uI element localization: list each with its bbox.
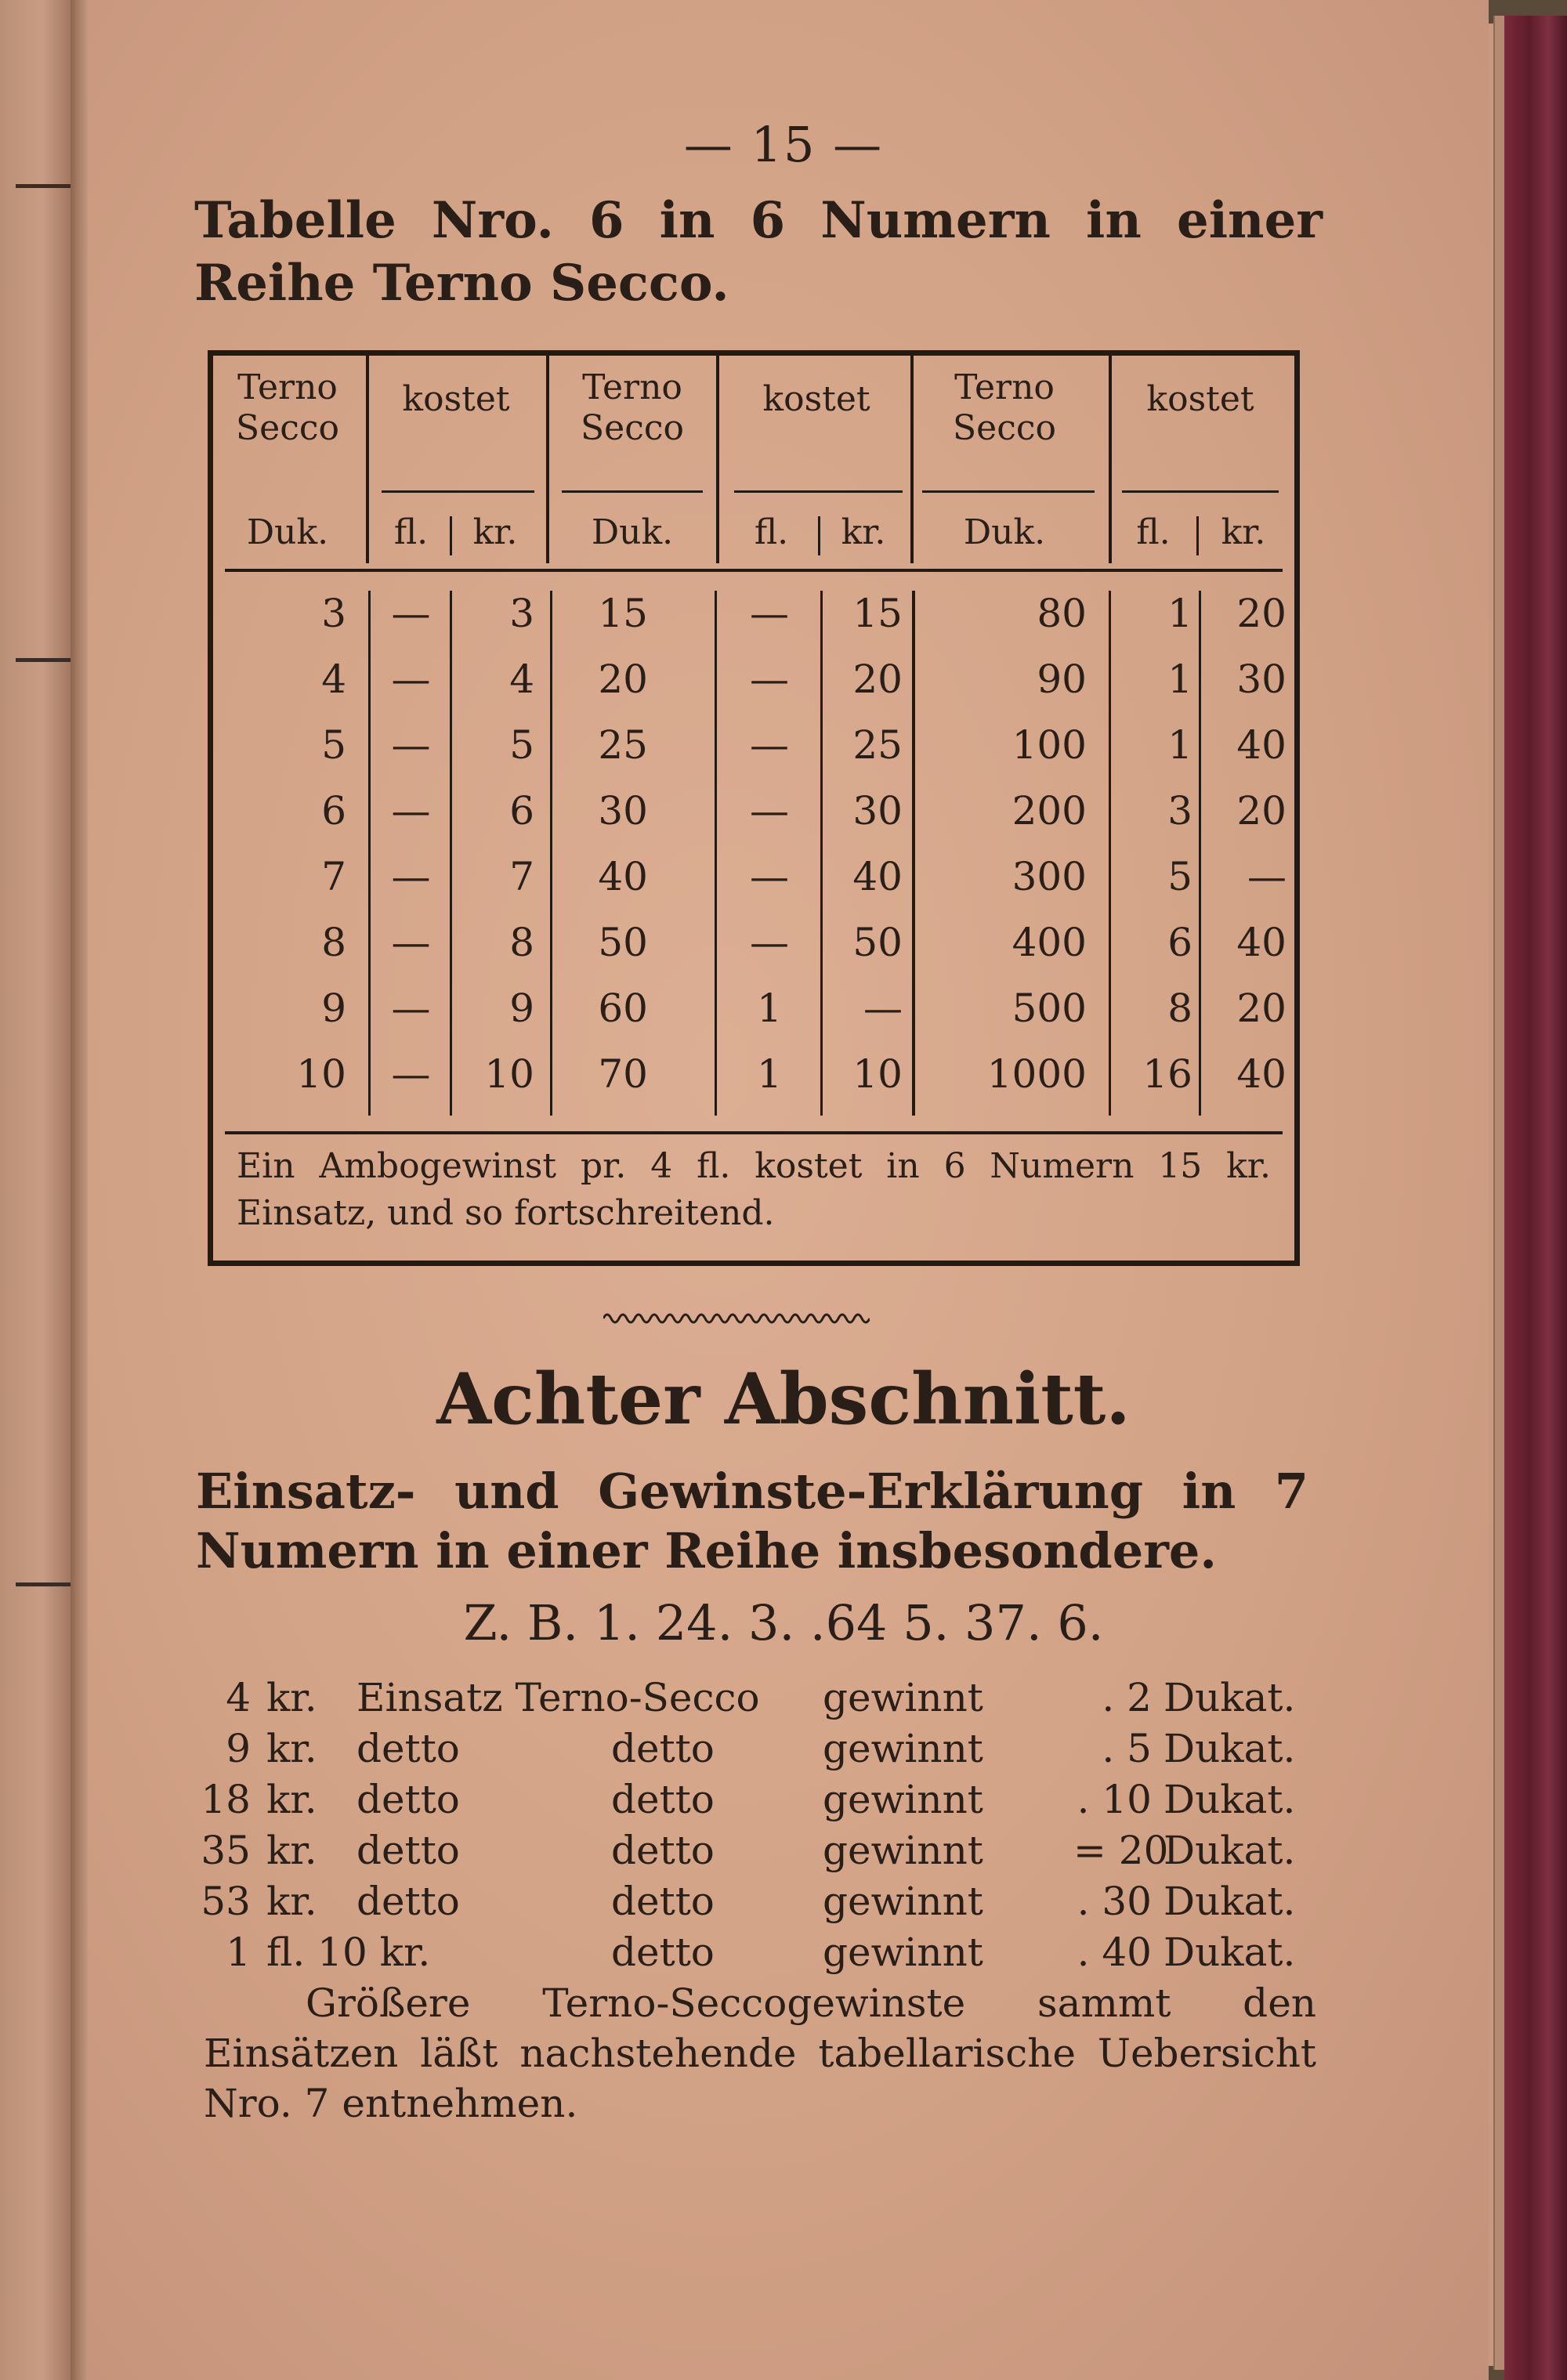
stake-num: 53 [201, 1879, 251, 1924]
table-cell-duk-2: 40 [598, 854, 648, 899]
table-cell-duk-3: 90 [1037, 656, 1087, 702]
subheader-kr-2: kr. [841, 512, 886, 552]
stake-verb: gewinnt [823, 1828, 983, 1873]
page-number: — 15 — [683, 116, 884, 173]
stake-unit: kr. [266, 1777, 317, 1822]
subheader-divider [1196, 516, 1199, 555]
table-cell-kr-2: 10 [852, 1051, 903, 1097]
table-cell-kr-1: 5 [509, 722, 534, 768]
column-divider [366, 356, 369, 563]
table-cell-fl-3: 5 [1167, 854, 1192, 899]
table-cell-fl-2: — [750, 591, 789, 636]
table-cell-kr-1: 6 [509, 788, 534, 834]
table-cell-duk-3: 400 [1011, 920, 1087, 965]
table-cell-fl-3: 6 [1167, 920, 1192, 965]
table-cell-fl-1: — [391, 1051, 431, 1097]
stake-desc: detto [356, 1879, 460, 1924]
table-cell-duk-1: 10 [296, 1051, 346, 1097]
table-cell-duk-2: 15 [598, 591, 648, 636]
table-cell-fl-2: 1 [757, 1051, 782, 1097]
column-divider [368, 591, 371, 1116]
table-cell-fl-3: 16 [1142, 1051, 1192, 1097]
table-cell-fl-3: 8 [1167, 986, 1192, 1031]
column-divider [546, 356, 549, 563]
header-rule [225, 569, 1283, 572]
stake-desc: detto [356, 1777, 460, 1822]
stake-num: 4 [226, 1675, 251, 1720]
table-cell-kr-2: 25 [852, 722, 903, 768]
header-kostet-1: kostet [402, 379, 510, 419]
table-cell-kr-1: 10 [484, 1051, 534, 1097]
stake-desc2: detto [611, 1879, 715, 1924]
subheader-fl-2: fl. [754, 512, 789, 552]
table-cell-fl-1: — [391, 788, 431, 834]
table-cell-duk-1: 6 [321, 788, 346, 834]
column-divider [910, 356, 914, 563]
stake-desc2: detto [611, 1828, 715, 1873]
table-cell-duk-1: 7 [321, 854, 346, 899]
table-cell-fl-1: — [391, 920, 431, 965]
stake-currency: Dukat. [1163, 1726, 1296, 1771]
subheader-duk-1: Duk. [246, 512, 329, 552]
terno-rule [922, 490, 1095, 493]
table-cell-duk-3: 100 [1011, 722, 1087, 768]
stake-amount: . 10 [1077, 1777, 1152, 1822]
table-cell-kr-2: 15 [852, 591, 903, 636]
table-cell-kr-3: 40 [1236, 722, 1287, 768]
table-cell-fl-3: 1 [1167, 722, 1192, 768]
table-cell-fl-2: — [750, 920, 789, 965]
stake-verb: gewinnt [823, 1879, 983, 1924]
stake-desc2: detto [611, 1726, 715, 1771]
stake-desc: Einsatz Terno-Secco [356, 1675, 760, 1720]
stake-currency: Dukat. [1163, 1675, 1296, 1720]
table-cell-fl-2: — [750, 722, 789, 768]
table-cell-fl-1: — [391, 591, 431, 636]
gutter [71, 0, 88, 2380]
stake-num: 35 [201, 1828, 251, 1873]
table-cell-kr-3: — [1247, 854, 1287, 899]
column-divider [1109, 591, 1111, 1116]
table-cell-duk-2: 20 [598, 656, 648, 702]
column-divider [912, 591, 915, 1116]
table-cell-duk-3: 80 [1037, 591, 1087, 636]
stake-amount: . 30 [1077, 1879, 1152, 1924]
stake-verb: gewinnt [823, 1930, 983, 1975]
table-cell-duk-2: 25 [598, 722, 648, 768]
stake-desc: detto [356, 1726, 460, 1771]
section-subtitle: Einsatz- und Gewinste-Erklärung in 7 Numern in einer Reihe insbesondere. [196, 1463, 1308, 1579]
stake-num: 9 [226, 1726, 251, 1771]
stake-currency: Dukat. [1163, 1828, 1296, 1873]
kostet-rule [734, 490, 903, 493]
table-cell-fl-2: 1 [757, 986, 782, 1031]
stake-num: 1 [226, 1930, 251, 1975]
subheader-divider [818, 516, 820, 555]
table-cell-kr-1: 9 [509, 986, 534, 1031]
column-divider [550, 591, 552, 1116]
stake-verb: gewinnt [823, 1726, 983, 1771]
table-cell-duk-3: 300 [1011, 854, 1087, 899]
table-cell-duk-3: 200 [1011, 788, 1087, 834]
table-cell-duk-1: 3 [321, 591, 346, 636]
table-cell-kr-2: 50 [852, 920, 903, 965]
example-numbers: Z. B. 1. 24. 3. .64 5. 37. 6. [463, 1594, 1104, 1651]
stake-row [188, 1726, 1316, 1776]
subheader-fl-3: fl. [1136, 512, 1171, 552]
wavy-ornament [603, 1307, 870, 1330]
table-cell-duk-1: 8 [321, 920, 346, 965]
table-cell-kr-1: 7 [509, 854, 534, 899]
table-cell-kr-2: 40 [852, 854, 903, 899]
kostet-rule [382, 490, 534, 493]
stake-unit: kr. [266, 1828, 317, 1873]
body-bottom-rule [225, 1131, 1283, 1134]
subheader-duk-3: Duk. [963, 512, 1046, 552]
stake-verb: gewinnt [823, 1777, 983, 1822]
stake-amount: = 20 [1073, 1828, 1169, 1873]
closing-paragraph: Größere Terno-Seccogewinste sammt den Einsätzen läßt nachstehende tabellarische Uebersicht Nro. 7 entnehmen. [204, 1980, 1316, 2126]
table-cell-kr-3: 40 [1236, 1051, 1287, 1097]
header-kostet-2: kostet [762, 379, 870, 419]
subheader-kr-1: kr. [472, 512, 518, 552]
kostet-rule [1122, 490, 1279, 493]
table-cell-kr-3: 20 [1236, 986, 1287, 1031]
column-divider [1109, 356, 1112, 563]
header-terno-secco-3: Terno Secco [953, 367, 1056, 448]
header-kostet-3: kostet [1146, 379, 1254, 419]
book-cover [1504, 16, 1567, 2380]
stake-unit: fl. 10 kr. [266, 1930, 431, 1975]
stake-row [188, 1828, 1316, 1878]
table-cell-fl-1: — [391, 656, 431, 702]
table-cell-duk-3: 500 [1011, 986, 1087, 1031]
table-cell-duk-1: 9 [321, 986, 346, 1031]
table-cell-duk-1: 5 [321, 722, 346, 768]
stake-unit: kr. [266, 1726, 317, 1771]
table-cell-fl-1: — [391, 986, 431, 1031]
stake-row [188, 1879, 1316, 1929]
table-cell-kr-2: — [863, 986, 903, 1031]
table-cell-fl-2: — [750, 854, 789, 899]
table-cell-kr-2: 20 [852, 656, 903, 702]
subheader-fl-1: fl. [393, 512, 429, 552]
table-cell-duk-1: 4 [321, 656, 346, 702]
stake-verb: gewinnt [823, 1675, 983, 1720]
table-cell-kr-1: 4 [509, 656, 534, 702]
table-footnote: Ein Ambogewinst pr. 4 fl. kostet in 6 Numern 15 kr. Einsatz, und so fortschreitend. [237, 1146, 1271, 1233]
stake-row [188, 1777, 1316, 1827]
table-cell-kr-2: 30 [852, 788, 903, 834]
column-divider [1199, 591, 1201, 1116]
column-divider [716, 356, 719, 563]
table-cell-fl-2: — [750, 656, 789, 702]
table-cell-fl-2: — [750, 788, 789, 834]
stake-amount: . 40 [1077, 1930, 1152, 1975]
table-cell-kr-3: 20 [1236, 591, 1287, 636]
column-divider [715, 591, 717, 1116]
stake-amount: . 5 [1102, 1726, 1152, 1771]
stake-desc2: detto [611, 1777, 715, 1822]
table-cell-kr-3: 20 [1236, 788, 1287, 834]
table-cell-kr-3: 30 [1236, 656, 1287, 702]
table-cell-kr-3: 40 [1236, 920, 1287, 965]
table-cell-fl-1: — [391, 854, 431, 899]
column-divider [820, 591, 823, 1116]
stake-amount: . 2 [1102, 1675, 1152, 1720]
table-title: Tabelle Nro. 6 in 6 Numern in einer Reihe Terno Secco. [194, 191, 1323, 313]
terno-rule [562, 490, 703, 493]
subheader-duk-2: Duk. [591, 512, 674, 552]
table-cell-kr-1: 8 [509, 920, 534, 965]
table-cell-kr-1: 3 [509, 591, 534, 636]
stake-currency: Dukat. [1163, 1879, 1296, 1924]
previous-page-edge [0, 0, 71, 2380]
table-cell-fl-3: 3 [1167, 788, 1192, 834]
subheader-divider [450, 516, 452, 555]
section-title: Achter Abschnitt. [436, 1358, 1131, 1441]
price-table [208, 350, 1300, 1266]
stake-row [188, 1675, 1316, 1725]
stake-unit: kr. [266, 1879, 317, 1924]
stake-desc2: detto [611, 1930, 715, 1975]
table-cell-duk-2: 50 [598, 920, 648, 965]
stake-desc: detto [356, 1828, 460, 1873]
stake-unit: kr. [266, 1675, 317, 1720]
table-cell-duk-3: 1000 [986, 1051, 1087, 1097]
table-cell-fl-1: — [391, 722, 431, 768]
table-cell-duk-2: 30 [598, 788, 648, 834]
subheader-kr-3: kr. [1221, 512, 1266, 552]
header-terno-secco-2: Terno Secco [581, 367, 684, 448]
stake-currency: Dukat. [1163, 1777, 1296, 1822]
table-cell-fl-3: 1 [1167, 656, 1192, 702]
table-cell-duk-2: 60 [598, 986, 648, 1031]
table-cell-fl-3: 1 [1167, 591, 1192, 636]
table-cell-duk-2: 70 [598, 1051, 648, 1097]
stake-num: 18 [201, 1777, 251, 1822]
header-terno-secco-1: Terno Secco [236, 367, 339, 448]
stake-currency: Dukat. [1163, 1930, 1296, 1975]
stake-row [188, 1930, 1316, 1980]
